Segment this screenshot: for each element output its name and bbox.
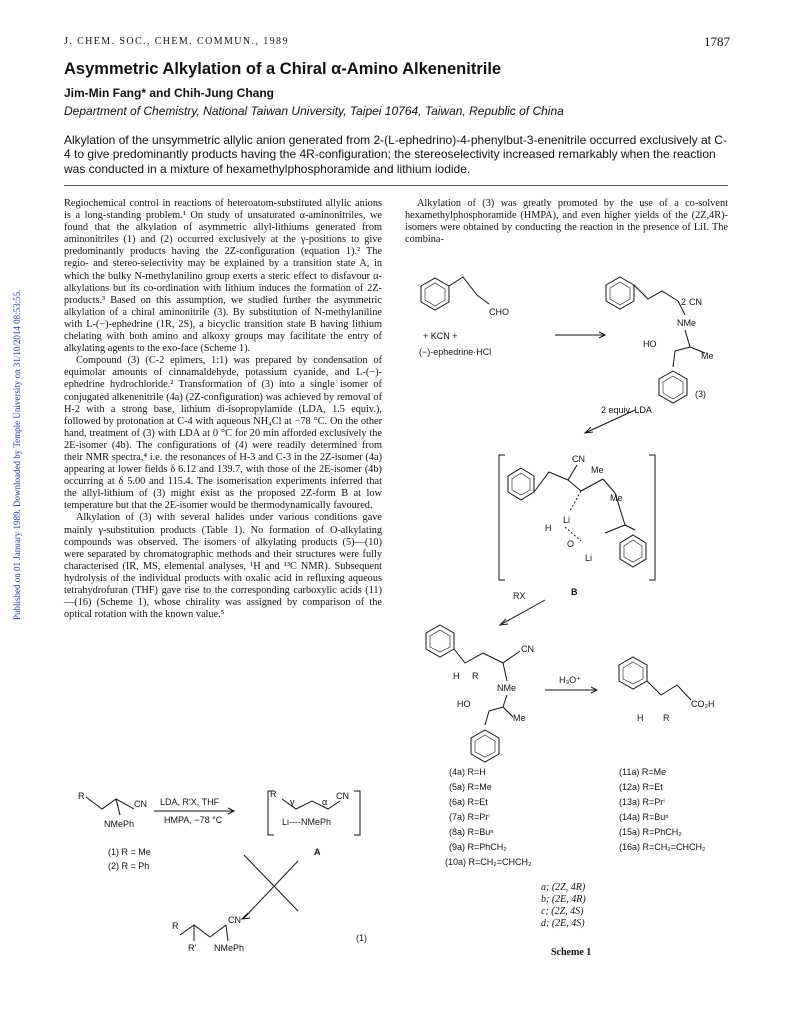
nme-label-3: NMe: [677, 318, 697, 328]
eq-nmeph-label: NMePh: [104, 819, 135, 829]
cho-label: CHO: [489, 307, 509, 317]
ts-a-li: Li----NMePh: [282, 817, 332, 827]
product-label: (4a) R=H: [449, 767, 486, 777]
body-right-column: [405, 198, 728, 246]
cn-label-b: CN: [572, 454, 585, 464]
h-label-b: H: [545, 523, 552, 533]
h-label-4: H: [453, 671, 460, 681]
reagent-kcn: + KCN +: [423, 331, 458, 341]
isomer-key: [541, 882, 586, 929]
cn-label-3: CN: [689, 297, 702, 307]
me-label-b2: Me: [610, 493, 623, 503]
product-label: (9a) R=PhCH₂: [449, 842, 507, 852]
me-label-b1: Me: [591, 465, 604, 475]
eq-product-nmeph: NMePh: [214, 943, 245, 953]
eq-conditions-bottom: HMPA, −78 °C: [164, 815, 223, 825]
product-label: (8a) R=Buⁿ: [449, 827, 494, 837]
isomer-key-line: c; (2Z, 4S): [541, 906, 584, 917]
acid-label: (15a) R=PhCH₂: [619, 827, 682, 837]
me-label-3: Me: [701, 351, 714, 361]
eq-product-r: R: [172, 921, 179, 931]
o-label-b: O: [567, 539, 575, 549]
ho-label-3: HO: [643, 339, 657, 349]
paragraph-preparation: Compound (3) (C-2 epimers, 1:1) was prepared by condensation of equimolar amounts of cinnamaldehyde, potassium cyanide, and L-(−)-ephedrine hydrochloride.² Transformation of (3) into a single isomer of conjugated alkenenitrile (4a) (2Z-configuration) was achieved by removal of H-2 with a strong base, lithium di-isopropylamide (LDA, 1.5 equiv.), followed by protonation at C-4 with aqueous NH₄Cl at −78 °C. On the other hand, treatment of (3) with LDA at 0 °C for 20 min afforded exclusively the 2E-isomer (4b). The configurations of (4) were readily determined from their NMR spectra,⁴ i.e. the resonances of H-3 and C-3 in the 2Z-isomer (4a) appearing at lower fields δ 6.12 and 139.7, with those of the 2E-isomer (4b) occurring at δ 5.00 and 115.4. The isomerisation experiments inferred that the allyl-lithium of (3) might exist as the proposed 2Z-form B at low temperature but that the 2E-isomer would be thermodynamically favoured.: [64, 355, 382, 512]
paragraph-alkylation: Alkylation of (3) with several halides under various conditions gave mainly γ-substitution products (Table 1). No formation of O-alkylating compounds was observed. The isomers of alkylating products (5)—(10) were separated by chromatographic methods and their structures were fully characterised (IR, MS, elemental analyses, ¹H and ¹³C NMR). Subsequent hydrolysis of the individual products with oxalic acid in refluxing aqueous tetrahydrofuran (THF) gave rise to the corresponding carboxylic acids (11)—(16) (Scheme 1), whose chirality was assigned by comparison of the optical rotation with the known value.⁵: [64, 512, 382, 621]
scheme-1-figure: [405, 255, 745, 1015]
product-label: (6a) R=Et: [449, 797, 488, 807]
product-list-right: [619, 767, 706, 852]
product-label: (7a) R=Prⁱ: [449, 812, 490, 822]
product-list-left: [445, 767, 532, 867]
article-affiliation: Department of Chemistry, National Taiwan University, Taipei 10764, Taiwan, Republic of China: [64, 104, 564, 118]
isomer-key-line: b; (2E, 4R): [541, 894, 586, 905]
lda-label: 2 equiv. LDA: [601, 405, 652, 415]
product-label: (5a) R=Me: [449, 782, 492, 792]
paragraph-intro: Regiochemical control in reactions of heteroatom-substituted allylic anions is a long-standing problem.¹ On study of unsaturated α-aminonitriles, we found that the alkylation of asymmetric allyl-lithiums generated from aminonitriles (1) and (2) occurred exclusively at the γ-positions to give predominantly products having the 2Z-configuration (equation 1).² The regio- and stereo-selectivity may be explained by a transition state A, in which the bulky N-methylanilino group exerts a steric effect to disfavour α-alkylations but its co-ordination with lithium induces the formation of 2Z-products.³ Based on this assumption, we studied further the asymmetric alkylation of a chiral aminonitrile (3). By substitution of N-methylaniline with L-(−)-ephedrine (1R, 2S), a bicyclic transition state B having lithium chelating with both amino and alkoxy groups may facilitate the entry of alkylating agents to the exo-face (Scheme 1).: [64, 198, 382, 355]
isomer-key-line: d; (2E, 4S): [541, 918, 585, 929]
ts-b-label: B: [571, 587, 578, 597]
paragraph-hmpa: Alkylation of (3) was greatly promoted by the use of a co-solvent hexamethylphosphoramide (HMPA), and even higher yields of the (2Z,4R)-isomers were obtained by conducting the reaction in the presence of LiI. The combina-: [405, 198, 728, 246]
h-label-acid: H: [637, 713, 644, 723]
body-left-column: [64, 198, 382, 621]
ts-a-r-label: R: [270, 789, 277, 799]
product-label: (10a) R=CH₂=CHCH₂: [445, 857, 532, 867]
ts-a-label: A: [314, 847, 321, 857]
h3o-label: H₃O⁺: [559, 675, 581, 685]
locant-2: 2: [681, 297, 687, 307]
eq-conditions-top: LDA, R'X, THF: [160, 797, 220, 807]
eq-product-cn: CN: [228, 915, 241, 925]
ts-a-gamma: γ: [290, 797, 295, 807]
rx-label: RX: [513, 591, 526, 601]
ho-label-4: HO: [457, 699, 471, 709]
me-label-4: Me: [513, 713, 526, 723]
ts-a-cn: CN: [336, 791, 349, 801]
compound-1-label: (1) R = Me: [108, 847, 151, 857]
nme-label-4: NMe: [497, 683, 517, 693]
scheme-caption: Scheme 1: [551, 947, 592, 958]
acid-label: (16a) R=CH₂=CHCH₂: [619, 842, 706, 852]
acid-label: (11a) R=Me: [619, 767, 667, 777]
acid-label: (13a) R=Prⁱ: [619, 797, 665, 807]
ts-a-alpha: α: [322, 797, 328, 807]
eq-r-label: R: [78, 791, 85, 801]
journal-header: J. CHEM. SOC., CHEM. COMMUN., 1989: [64, 36, 289, 47]
isomer-key-line: a; (2Z, 4R): [541, 882, 586, 893]
article-authors: Jim-Min Fang* and Chih-Jung Chang: [64, 86, 274, 100]
download-watermark: [2, 160, 22, 640]
equation-number: (1): [356, 933, 367, 943]
cn-label-4: CN: [521, 644, 534, 654]
download-watermark-text: Published on 01 January 1989. Downloaded by Temple University on 31/10/2014 08:53:55.: [12, 289, 22, 620]
li-label-b: Li: [563, 515, 571, 525]
compound-3-label: (3): [695, 389, 706, 399]
equation-1-figure: [64, 785, 394, 965]
eq-cn-label: CN: [134, 799, 147, 809]
reagent-ephedrine: (−)-ephedrine·HCl: [419, 347, 492, 357]
li-label-b2: Li: [585, 553, 593, 563]
acid-label: (14a) R=Buⁿ: [619, 812, 669, 822]
acid-label: (12a) R=Et: [619, 782, 663, 792]
page-number: 1787: [704, 34, 730, 49]
r-label-4: R: [472, 671, 479, 681]
abstract-divider: [64, 185, 728, 186]
article-abstract: Alkylation of the unsymmetric allylic anion generated from 2-(L-ephedrino)-4-phenylbut-3-enenitrile occurred exclusively at C-4 to give predominantly products having the 4R-configuration; the stereoselectivity increased remarkably when the reaction was conducted in a mixture of hexamethylphosphoramide and lithium iodide.: [64, 133, 727, 176]
r-label-acid: R: [663, 713, 670, 723]
eq-product-rprime: R': [188, 943, 197, 953]
co2h-label: CO₂H: [691, 699, 715, 709]
compound-2-label: (2) R = Ph: [108, 861, 150, 871]
article-title: Asymmetric Alkylation of a Chiral α-Amino Alkenenitrile: [64, 60, 502, 78]
